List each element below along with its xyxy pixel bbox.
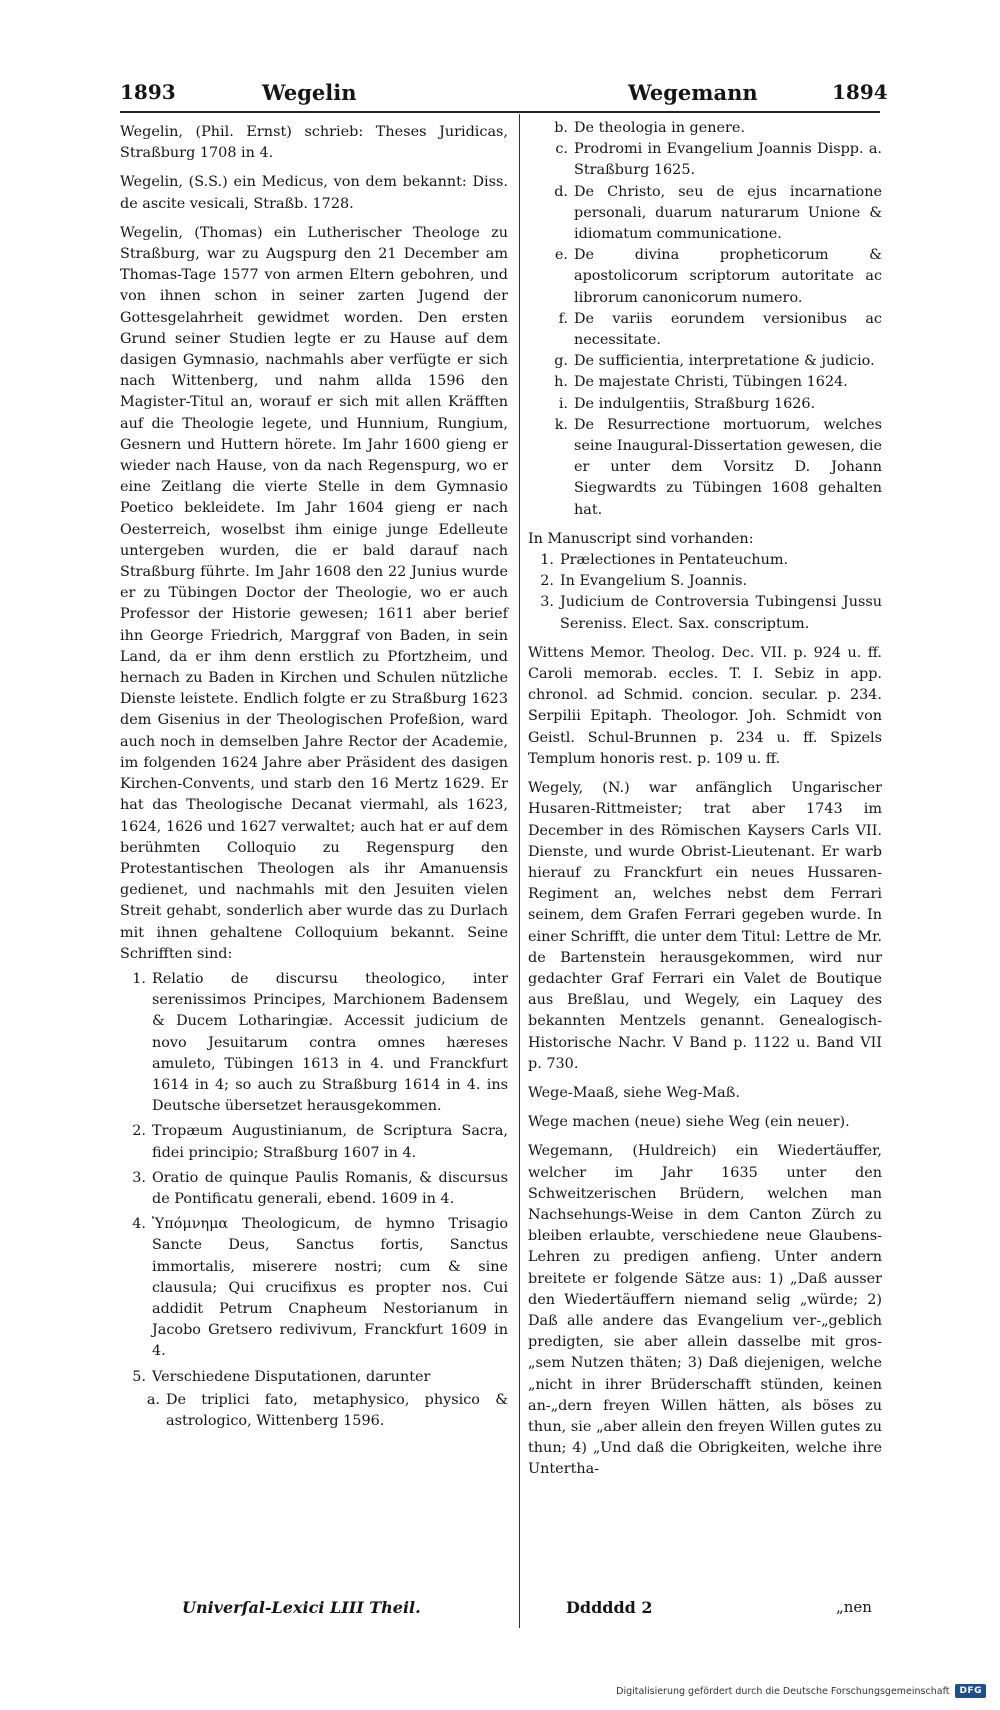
sub-list-item-letter: b. [554,120,568,136]
list-item [528,592,882,634]
list-item-text: Ὑπόμνημα Theologicum, de hymno Trisagio Sancte Deus, Sanctus fortis, Sanctus immortalis, miserere nostri; cum & sine clausula; Qui crucifixus es propter nos. Cui addidit Petrum Cnapheum Nestorianum in Jacobo Gretsero redivivum, Franckfurt 1609 in 4. [152,1216,508,1360]
entry-wege-maass: Wege-Maaß, siehe Weg-Maß. [528,1084,740,1101]
list-item-number: 5. [132,1368,146,1385]
list-item-text: In Evangelium S. Joannis. [560,573,748,590]
page-number-left: 1893 [120,80,176,104]
list-item-number: 2. [132,1123,146,1140]
entry-wegelin-thomas: Wegelin, (Thomas) ein Lutherischer Theologe zu Straßburg, war zu Augspurg den 21 December am Thomas-Tage 1577 von armen Eltern gebohren, und von ihnen schon in seiner zarten Jugend der Gottesgelahrheit gewidmet worden. Den ersten Grund seiner Studien legte er zu Hause auf dem dasigen Gymnasio, nachmahls aber verfügte er sich nach Wittenberg, und nahm allda 1596 den Magister-Titul an, worauf er sich mit allen Kräfften auf die Theologie legete, und Hunnium, Rungium, Gesnern und Huttern hörete. Im Jahr 1600 gieng er wieder nach Hause, von da nach Regenspurg, wo er eine Zeitlang die vierte Stelle in dem Gymnasio Poetico bekleidete. Im Jahr 1604 gieng er nach Oesterreich, woselbst ihm einige junge Edelleute untergeben wurden, die er bald darauf nach Straßburg führte. Im Jahr 1608 den 22 Junius wurde er zu Tübingen Doctor der Theologie, wo er auch Professor der Historie gewesen; 1611 aber berief ihn George Friedrich, Marggraf von Baden, in sein Land, da er ihm denn erstlich zu Pfortzheim, und hernach zu Baden in Kirchen und Schulen nützliche Dienste leistete. Endlich folgte er zu Straßburg 1623 dem Gisenius in der Theologischen Profeßion, ward auch noch in demselben Jahre Rector der Academie, im folgenden 1624 Jahre aber Präsident des dasigen Kirchen-Convents, und starb den 16 Mertz 1629. Er hat das Theologische Decanat viermahl, als 1623, 1624, 1626 und 1627 verwaltet; auch hat er auf dem berühmten Colloquio zu Regenspurg den Protestantischen Theologen als ihr Amanuensis gedienet, und nachmahls mit den Jesuiten vielen Streit gehabt, sonderlich aber wurde das zu Durlach mit ihnen gehaltene Colloquium bekannt. Seine Schrifften sind: [120,224,508,962]
entry-wegelin-phil-ernst: Wegelin, (Phil. Ernst) schrieb: Theses Juridicas, Straßburg 1708 in 4. [120,124,508,162]
footer-text: Digitalisierung gefördert durch die Deutsche Forschungsgemeinschaft [616,1685,950,1697]
entry-wegely: Wegely, (N.) war anfänglich Ungarischer Husaren-Rittmeister; trat aber 1743 im December in des Römischen Kaysers Carls VII. Dienste, und wurde Obrist-Lieutenant. Er warb hierauf zu Franckfurt ein neues Hussaren-Regiment an, welches nebst dem Ferrari seinem, dem Grafen Ferrari gegeben wurde. In einer Schrifft, die unter dem Titul: Lettre de Mr. de Bartenstein herausgekommen, wird nur gedachter Graf Ferrari ein Valet de Boutique aus Breßlau, und Wegely, ein Laquey des bekannten Mentzels genannt. Genealogisch-Historische Nachr. V Band p. 1122 u. Band VII p. 730. [528,780,882,1072]
sub-list-item-text: De sufficientia, interpretatione & judicio. [574,353,875,370]
signature-line: Univerſal-Lexici LIII Theil. [182,1598,421,1617]
header-rule [120,111,880,113]
list-item-number: 4. [132,1216,146,1233]
list-item [120,969,508,1117]
sub-list-item-letter: k. [554,416,568,433]
list-item [120,1214,508,1362]
list-item-text: Oratio de quinque Paulis Romanis, & discursus de Pontificatu generali, ebend. 1609 in 4. [152,1169,508,1207]
sub-list-item-letter: g. [554,353,568,370]
sub-list-item-letter: i. [558,395,568,412]
sub-list-item-letter: h. [554,374,568,391]
works-list [120,969,508,1432]
signature-mark: Dddddd 2 [566,1598,653,1617]
list-item [120,1121,508,1163]
sub-list-item [528,182,882,246]
sub-list-item-text: De Resurrectione mortuorum, welches seine Inaugural-Dissertation gewesen, die er unter dem Vorsitz D. Johann Siegwardts zu Tübingen 1608 gehalten hat. [574,416,882,518]
list-item [120,1367,508,1388]
list-item-text: Verschiedene Disputationen, darunter [152,1368,431,1385]
entry-wege-machen: Wege machen (neue) siehe Weg (ein neuer). [528,1114,850,1131]
sub-list-item-text: De majestate Christi, Tübingen 1624. [574,374,848,391]
references: Wittens Memor. Theolog. Dec. VII. p. 924 u. ff. Caroli memorab. eccles. T. I. Sebiz in app. chronol. ad Schmid. concion. secular. p. 234. Serpilii Epitaph. Theologor. Joh. Schmidt von Geistl. Schul-Brunnen p. 234 u. ff. Spizels Templum honoris rest. p. 109 u. ff. [528,644,882,767]
sub-list-continued [528,118,882,521]
entry-wegemann: Wegemann, (Huldreich) ein Wiedertäuffer, welcher im Jahr 1635 unter den Schweitzerischen Brüdern, welchen man Nachsehungs-Weise in dem Canton Zürch zu bleiben erlaubte, verschiedene neue Glaubens-Lehren zu predigen anfieng. Unter andern breitete er folgende Sätze aus: 1) „Daß ausser den Wiedertäuffern niemand selig „würde; 2) Daß alle andere das Evangelium ver-„geblich predigten, sie aber allein dasselbe mit gros-„sem Nutzen thäten; 3) Daß diejenigen, welche „nicht in ihrer Brüderschafft stünden, keinen an-„dern freyen Willen hätten, als böses zu thun, sie „aber allein den freyen Willen gutes zu thun; 4) „Und daß die Obrigkeiten, welche ihre Untertha- [528,1143,882,1478]
sub-list-item-text: De theologia in genere. [574,120,746,136]
entry-wegelin-ss: Wegelin, (S.S.) ein Medicus, von dem bekannt: Diss. de ascite vesicali, Straßb. 1728. [120,174,508,212]
sub-list-item-text: De divina propheticorum & apostolicorum scriptorum autoritate ac librorum canonicorum numero. [574,247,882,306]
digitization-footer [616,1684,986,1698]
catchword: „nen [836,1598,872,1616]
sub-list-item-text: De Christo, seu de ejus incarnatione personali, duarum naturarum Unione & idiomatum communicatione. [574,183,882,243]
list-item-number: 2. [540,573,554,590]
sub-list-item-letter: e. [554,247,568,264]
page-number-right: 1894 [832,80,888,104]
right-column [528,118,882,1481]
sub-list-item [528,118,882,139]
list-item-text: Tropæum Augustinianum, de Scriptura Sacra, fidei principio; Straßburg 1607 in 4. [152,1123,508,1161]
list-item [120,1168,508,1210]
list-item-text: Relatio de discursu theologico, inter serenissimos Principes, Marchionem Badensem & Ducem Lotharingiæ. Accessit judicium de novo Jesuitarum contra omnes hæreses amuleto, Tübingen 1613 in 4. und Franckfurt 1614 in 4; so auch zu Straßburg 1614 in 4. ins Deutsche übersetzet herausgekommen. [152,970,508,1115]
column-divider [519,114,520,1628]
sub-list-item-text: Prodromi in Evangelium Joannis Dispp. a. Straßburg 1625. [574,141,882,179]
dfg-logo: DFG [955,1684,986,1698]
left-column [120,122,508,1432]
list-item-text: Prælectiones in Pentateuchum. [560,552,789,569]
sub-list-item-text: De triplici fato, metaphysico, physico & astrologico, Wittenberg 1596. [166,1391,508,1429]
list-item [528,571,882,592]
list-item-number: 3. [540,594,554,611]
sub-list-item [528,394,882,415]
sub-list-item [528,372,882,393]
manuscript-list [528,550,882,635]
list-item-text: Judicium de Controversia Tubingensi Jussu Sereniss. Elect. Sax. conscriptum. [560,594,882,632]
sub-list-item [528,415,882,521]
list-item [528,550,882,571]
sub-list-item [528,351,882,372]
list-item-number: 1. [132,970,146,987]
sub-list-item-text: De indulgentiis, Straßburg 1626. [574,395,816,412]
sub-list-item-text: De variis eorundem versionibus ac necessitate. [574,310,882,349]
sub-list-item-letter: c. [555,141,568,158]
sub-list-item [528,139,882,181]
sub-list-item-letter: f. [558,310,568,327]
sub-list-item [120,1390,508,1432]
manuscript-heading: In Manuscript sind vorhanden: [528,530,754,547]
running-head-left: Wegelin [262,80,357,105]
sub-list-item [528,245,882,309]
list-item-number: 1. [540,552,554,569]
sub-list-item-letter: a. [146,1391,160,1408]
sub-list-item-letter: d. [554,183,568,200]
list-item-number: 3. [132,1169,146,1186]
sub-list-item [528,309,882,351]
running-head-right: Wegemann [628,80,758,105]
